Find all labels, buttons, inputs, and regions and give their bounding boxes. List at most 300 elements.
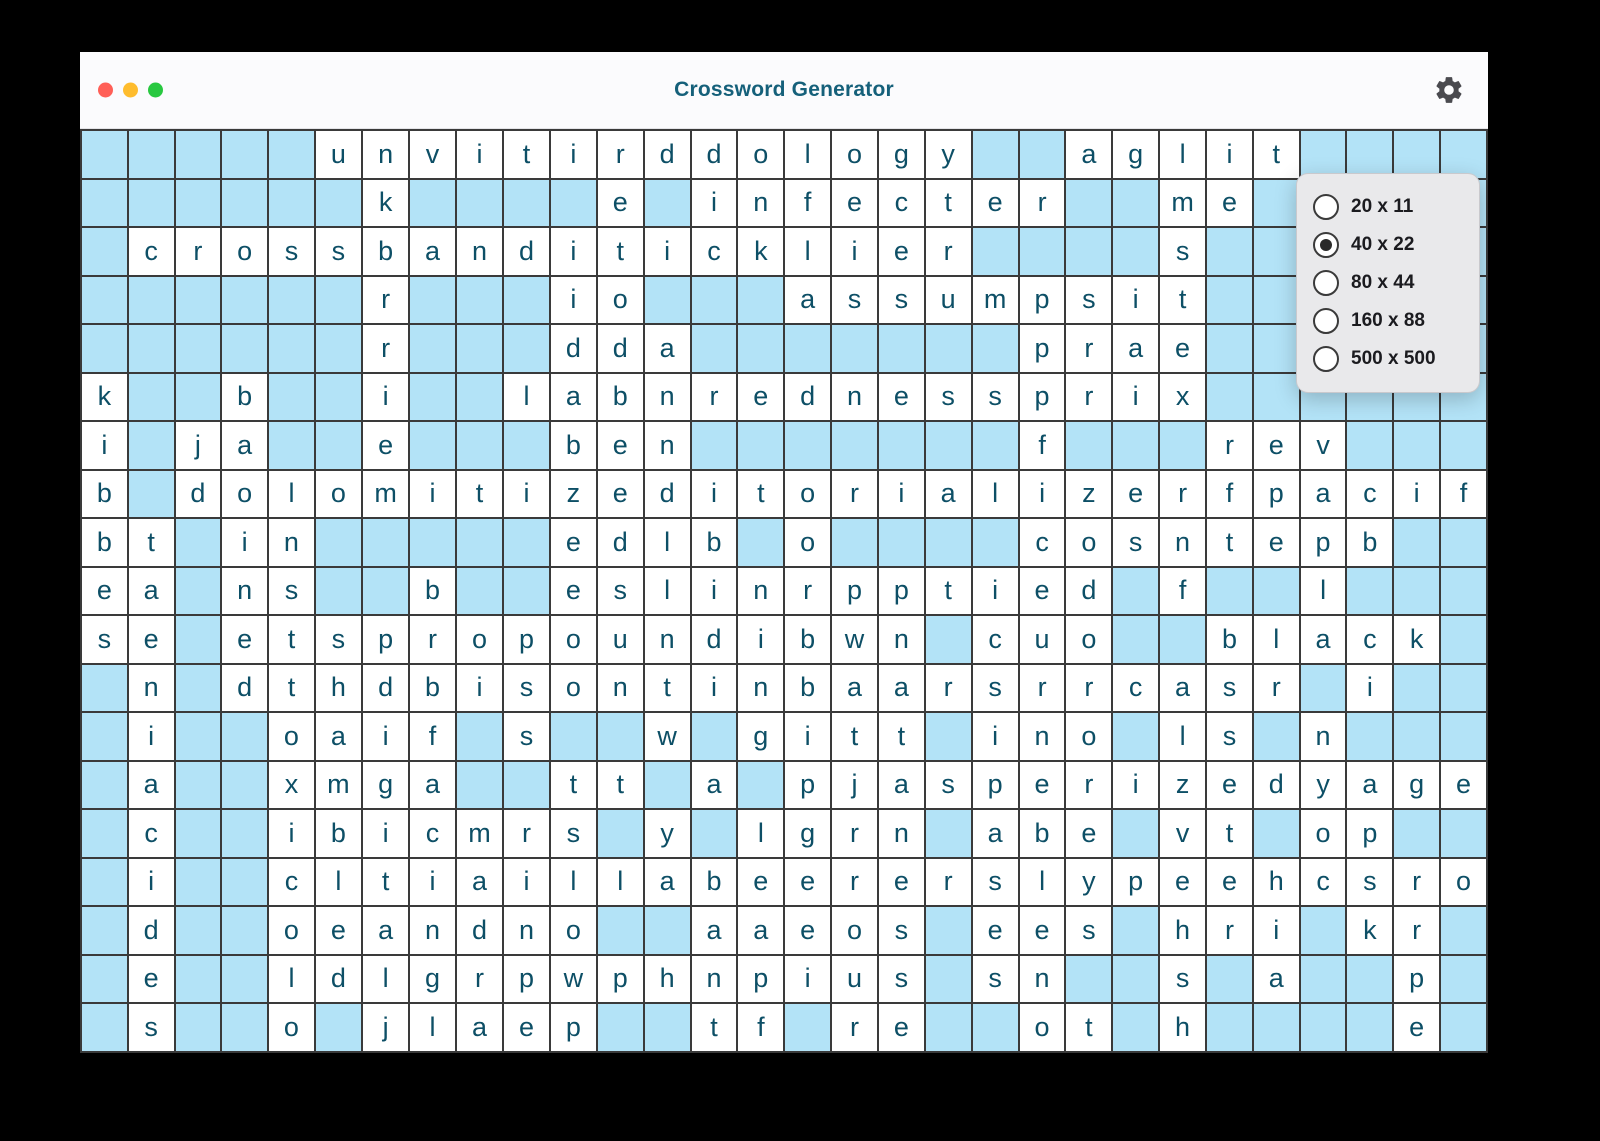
crossword-cell-letter[interactable]: d	[315, 955, 362, 1004]
crossword-cell-letter[interactable]: i	[362, 373, 409, 422]
crossword-cell-letter[interactable]: r	[362, 324, 409, 373]
crossword-cell-letter[interactable]: t	[503, 130, 550, 179]
crossword-cell-empty[interactable]	[409, 373, 456, 422]
crossword-cell-empty[interactable]	[315, 1003, 362, 1052]
crossword-cell-empty[interactable]	[597, 1003, 644, 1052]
crossword-cell-letter[interactable]: m	[1159, 179, 1206, 228]
crossword-cell-empty[interactable]	[221, 1003, 268, 1052]
crossword-cell-empty[interactable]	[503, 179, 550, 228]
crossword-cell-letter[interactable]: j	[362, 1003, 409, 1052]
crossword-cell-empty[interactable]	[409, 276, 456, 325]
crossword-cell-letter[interactable]: c	[691, 227, 738, 276]
crossword-cell-letter[interactable]: r	[1206, 421, 1253, 470]
crossword-cell-empty[interactable]	[221, 761, 268, 810]
crossword-cell-empty[interactable]	[221, 130, 268, 179]
crossword-cell-empty[interactable]	[81, 664, 128, 713]
crossword-cell-letter[interactable]: a	[644, 858, 691, 907]
crossword-cell-letter[interactable]: i	[784, 955, 831, 1004]
crossword-cell-letter[interactable]: u	[315, 130, 362, 179]
crossword-cell-letter[interactable]: o	[737, 130, 784, 179]
crossword-cell-empty[interactable]	[315, 518, 362, 567]
crossword-cell-empty[interactable]	[81, 906, 128, 955]
crossword-cell-letter[interactable]: w	[644, 712, 691, 761]
crossword-cell-letter[interactable]: e	[878, 227, 925, 276]
crossword-cell-letter[interactable]: p	[1019, 276, 1066, 325]
crossword-cell-letter[interactable]: n	[1019, 712, 1066, 761]
crossword-cell-letter[interactable]: n	[221, 567, 268, 616]
crossword-cell-empty[interactable]	[1440, 712, 1487, 761]
crossword-cell-empty[interactable]	[1346, 955, 1393, 1004]
crossword-cell-empty[interactable]	[1300, 664, 1347, 713]
crossword-cell-letter[interactable]: d	[128, 906, 175, 955]
crossword-cell-letter[interactable]: o	[221, 470, 268, 519]
crossword-cell-empty[interactable]	[831, 421, 878, 470]
crossword-cell-letter[interactable]: c	[128, 809, 175, 858]
crossword-cell-letter[interactable]: i	[550, 276, 597, 325]
crossword-cell-empty[interactable]	[1440, 809, 1487, 858]
crossword-cell-letter[interactable]: n	[456, 227, 503, 276]
crossword-cell-letter[interactable]: r	[1206, 906, 1253, 955]
crossword-cell-empty[interactable]	[1440, 906, 1487, 955]
crossword-cell-letter[interactable]: d	[644, 470, 691, 519]
crossword-cell-letter[interactable]: b	[315, 809, 362, 858]
crossword-cell-empty[interactable]	[128, 470, 175, 519]
crossword-cell-letter[interactable]: n	[644, 615, 691, 664]
crossword-cell-letter[interactable]: n	[644, 373, 691, 422]
crossword-cell-letter[interactable]: p	[737, 955, 784, 1004]
crossword-cell-letter[interactable]: o	[268, 1003, 315, 1052]
crossword-cell-letter[interactable]: o	[597, 276, 644, 325]
crossword-cell-empty[interactable]	[644, 761, 691, 810]
crossword-cell-empty[interactable]	[81, 712, 128, 761]
crossword-cell-letter[interactable]: d	[1065, 567, 1112, 616]
radio-icon[interactable]	[1313, 270, 1339, 296]
crossword-cell-letter[interactable]: s	[1206, 712, 1253, 761]
crossword-cell-empty[interactable]	[644, 276, 691, 325]
crossword-cell-empty[interactable]	[784, 421, 831, 470]
crossword-cell-letter[interactable]: e	[1159, 858, 1206, 907]
crossword-cell-letter[interactable]: b	[691, 858, 738, 907]
crossword-cell-letter[interactable]: d	[691, 130, 738, 179]
crossword-cell-letter[interactable]: e	[221, 615, 268, 664]
crossword-cell-empty[interactable]	[221, 276, 268, 325]
crossword-cell-letter[interactable]: i	[1112, 276, 1159, 325]
crossword-cell-empty[interactable]	[409, 421, 456, 470]
crossword-cell-letter[interactable]: s	[878, 906, 925, 955]
crossword-cell-letter[interactable]: b	[409, 664, 456, 713]
crossword-cell-empty[interactable]	[1300, 1003, 1347, 1052]
radio-icon-selected[interactable]	[1313, 232, 1339, 258]
crossword-cell-letter[interactable]: l	[784, 130, 831, 179]
crossword-cell-empty[interactable]	[1393, 518, 1440, 567]
crossword-cell-letter[interactable]: a	[456, 1003, 503, 1052]
crossword-cell-empty[interactable]	[456, 421, 503, 470]
crossword-cell-letter[interactable]: o	[1065, 518, 1112, 567]
crossword-cell-letter[interactable]: i	[1346, 664, 1393, 713]
crossword-cell-empty[interactable]	[81, 809, 128, 858]
crossword-cell-letter[interactable]: i	[81, 421, 128, 470]
crossword-cell-letter[interactable]: i	[362, 712, 409, 761]
crossword-cell-letter[interactable]: e	[362, 421, 409, 470]
crossword-cell-letter[interactable]: a	[925, 470, 972, 519]
crossword-cell-empty[interactable]	[268, 130, 315, 179]
crossword-cell-letter[interactable]: e	[315, 906, 362, 955]
crossword-cell-letter[interactable]: t	[128, 518, 175, 567]
crossword-cell-empty[interactable]	[1065, 179, 1112, 228]
crossword-cell-empty[interactable]	[175, 518, 222, 567]
crossword-cell-empty[interactable]	[268, 276, 315, 325]
crossword-cell-letter[interactable]: r	[1253, 664, 1300, 713]
crossword-cell-letter[interactable]: l	[644, 567, 691, 616]
crossword-cell-letter[interactable]: d	[175, 470, 222, 519]
crossword-cell-empty[interactable]	[409, 179, 456, 228]
crossword-cell-letter[interactable]: e	[1065, 809, 1112, 858]
crossword-cell-letter[interactable]: b	[1206, 615, 1253, 664]
crossword-cell-letter[interactable]: t	[1159, 276, 1206, 325]
crossword-cell-letter[interactable]: p	[1393, 955, 1440, 1004]
crossword-cell-empty[interactable]	[81, 761, 128, 810]
crossword-cell-letter[interactable]: e	[1253, 518, 1300, 567]
crossword-cell-letter[interactable]: a	[550, 373, 597, 422]
crossword-cell-letter[interactable]: e	[1206, 858, 1253, 907]
crossword-cell-letter[interactable]: r	[1065, 324, 1112, 373]
crossword-cell-empty[interactable]	[1019, 130, 1066, 179]
crossword-cell-empty[interactable]	[221, 712, 268, 761]
crossword-cell-letter[interactable]: i	[878, 470, 925, 519]
crossword-cell-letter[interactable]: m	[362, 470, 409, 519]
crossword-cell-letter[interactable]: g	[878, 130, 925, 179]
crossword-cell-empty[interactable]	[878, 421, 925, 470]
crossword-cell-empty[interactable]	[1253, 567, 1300, 616]
crossword-cell-letter[interactable]: p	[972, 761, 1019, 810]
crossword-cell-empty[interactable]	[1253, 809, 1300, 858]
crossword-cell-letter[interactable]: e	[1112, 470, 1159, 519]
crossword-cell-empty[interactable]	[1253, 276, 1300, 325]
crossword-cell-letter[interactable]: r	[925, 858, 972, 907]
crossword-cell-letter[interactable]: k	[1346, 906, 1393, 955]
crossword-cell-letter[interactable]: s	[972, 955, 1019, 1004]
crossword-cell-empty[interactable]	[1440, 130, 1487, 179]
crossword-cell-empty[interactable]	[268, 373, 315, 422]
crossword-cell-empty[interactable]	[456, 712, 503, 761]
crossword-cell-empty[interactable]	[456, 179, 503, 228]
crossword-cell-empty[interactable]	[1065, 421, 1112, 470]
crossword-cell-empty[interactable]	[972, 518, 1019, 567]
crossword-cell-empty[interactable]	[175, 179, 222, 228]
crossword-cell-letter[interactable]: d	[597, 324, 644, 373]
crossword-cell-empty[interactable]	[784, 324, 831, 373]
crossword-cell-letter[interactable]: b	[409, 567, 456, 616]
crossword-cell-letter[interactable]: l	[972, 470, 1019, 519]
crossword-cell-letter[interactable]: e	[878, 1003, 925, 1052]
crossword-cell-empty[interactable]	[1440, 1003, 1487, 1052]
crossword-cell-empty[interactable]	[737, 276, 784, 325]
crossword-cell-empty[interactable]	[1159, 421, 1206, 470]
crossword-cell-letter[interactable]: n	[409, 906, 456, 955]
crossword-cell-empty[interactable]	[1393, 664, 1440, 713]
crossword-cell-letter[interactable]: e	[81, 567, 128, 616]
crossword-cell-letter[interactable]: p	[503, 955, 550, 1004]
crossword-cell-letter[interactable]: t	[831, 712, 878, 761]
crossword-cell-letter[interactable]: e	[550, 567, 597, 616]
crossword-cell-empty[interactable]	[1019, 227, 1066, 276]
crossword-cell-letter[interactable]: i	[268, 809, 315, 858]
crossword-cell-letter[interactable]: o	[268, 906, 315, 955]
crossword-cell-letter[interactable]: f	[409, 712, 456, 761]
crossword-cell-letter[interactable]: i	[784, 712, 831, 761]
crossword-cell-empty[interactable]	[503, 421, 550, 470]
crossword-cell-empty[interactable]	[268, 324, 315, 373]
crossword-cell-letter[interactable]: a	[1159, 664, 1206, 713]
crossword-cell-letter[interactable]: i	[691, 664, 738, 713]
crossword-cell-letter[interactable]: i	[362, 809, 409, 858]
crossword-cell-letter[interactable]: b	[597, 373, 644, 422]
crossword-cell-letter[interactable]: n	[737, 179, 784, 228]
crossword-cell-empty[interactable]	[175, 276, 222, 325]
crossword-cell-empty[interactable]	[456, 518, 503, 567]
crossword-cell-letter[interactable]: r	[784, 567, 831, 616]
crossword-cell-letter[interactable]: o	[784, 518, 831, 567]
crossword-cell-letter[interactable]: o	[550, 664, 597, 713]
crossword-grid[interactable]	[80, 129, 1488, 1053]
zoom-window-button[interactable]	[148, 83, 163, 98]
crossword-cell-letter[interactable]: l	[550, 858, 597, 907]
crossword-cell-letter[interactable]: i	[831, 227, 878, 276]
crossword-cell-empty[interactable]	[644, 906, 691, 955]
crossword-cell-empty[interactable]	[691, 421, 738, 470]
crossword-cell-letter[interactable]: l	[362, 955, 409, 1004]
crossword-cell-empty[interactable]	[175, 955, 222, 1004]
crossword-cell-letter[interactable]: t	[925, 179, 972, 228]
crossword-cell-empty[interactable]	[175, 809, 222, 858]
crossword-cell-letter[interactable]: n	[691, 955, 738, 1004]
crossword-cell-empty[interactable]	[597, 906, 644, 955]
crossword-cell-letter[interactable]: b	[784, 615, 831, 664]
crossword-cell-letter[interactable]: i	[550, 130, 597, 179]
crossword-cell-empty[interactable]	[737, 518, 784, 567]
crossword-cell-letter[interactable]: t	[456, 470, 503, 519]
crossword-cell-empty[interactable]	[644, 1003, 691, 1052]
crossword-cell-letter[interactable]: y	[925, 130, 972, 179]
crossword-cell-letter[interactable]: t	[1206, 518, 1253, 567]
crossword-cell-empty[interactable]	[81, 276, 128, 325]
crossword-cell-empty[interactable]	[972, 324, 1019, 373]
crossword-cell-empty[interactable]	[81, 1003, 128, 1052]
crossword-cell-letter[interactable]: a	[691, 906, 738, 955]
crossword-cell-empty[interactable]	[128, 373, 175, 422]
crossword-cell-letter[interactable]: v	[1159, 809, 1206, 858]
crossword-cell-letter[interactable]: a	[878, 761, 925, 810]
crossword-cell-letter[interactable]: n	[1159, 518, 1206, 567]
crossword-cell-empty[interactable]	[175, 373, 222, 422]
crossword-cell-empty[interactable]	[1206, 567, 1253, 616]
crossword-cell-letter[interactable]: r	[1393, 906, 1440, 955]
crossword-cell-letter[interactable]: p	[1253, 470, 1300, 519]
crossword-cell-empty[interactable]	[1206, 373, 1253, 422]
crossword-cell-letter[interactable]: n	[503, 906, 550, 955]
crossword-cell-letter[interactable]: n	[878, 809, 925, 858]
crossword-cell-letter[interactable]: r	[409, 615, 456, 664]
crossword-cell-letter[interactable]: d	[1253, 761, 1300, 810]
radio-icon[interactable]	[1313, 194, 1339, 220]
crossword-cell-letter[interactable]: e	[1019, 761, 1066, 810]
crossword-cell-letter[interactable]: l	[644, 518, 691, 567]
crossword-cell-letter[interactable]: r	[1159, 470, 1206, 519]
crossword-cell-letter[interactable]: t	[1065, 1003, 1112, 1052]
crossword-cell-letter[interactable]: t	[268, 615, 315, 664]
crossword-cell-empty[interactable]	[1440, 518, 1487, 567]
crossword-cell-letter[interactable]: i	[1206, 130, 1253, 179]
crossword-cell-letter[interactable]: s	[315, 227, 362, 276]
minimize-window-button[interactable]	[123, 83, 138, 98]
crossword-cell-empty[interactable]	[1300, 906, 1347, 955]
crossword-cell-letter[interactable]: p	[362, 615, 409, 664]
size-option-3[interactable]	[1297, 302, 1479, 340]
crossword-cell-letter[interactable]: r	[362, 276, 409, 325]
crossword-cell-letter[interactable]: s	[550, 809, 597, 858]
crossword-cell-letter[interactable]: y	[1065, 858, 1112, 907]
crossword-cell-letter[interactable]: s	[878, 955, 925, 1004]
crossword-cell-empty[interactable]	[597, 809, 644, 858]
crossword-cell-letter[interactable]: d	[456, 906, 503, 955]
crossword-cell-letter[interactable]: a	[1253, 955, 1300, 1004]
crossword-cell-letter[interactable]: n	[128, 664, 175, 713]
crossword-cell-empty[interactable]	[315, 567, 362, 616]
crossword-cell-empty[interactable]	[315, 276, 362, 325]
crossword-cell-letter[interactable]: s	[831, 276, 878, 325]
crossword-cell-letter[interactable]: i	[128, 712, 175, 761]
crossword-cell-letter[interactable]: c	[409, 809, 456, 858]
crossword-cell-empty[interactable]	[1346, 421, 1393, 470]
crossword-cell-letter[interactable]: t	[1253, 130, 1300, 179]
crossword-cell-letter[interactable]: l	[503, 373, 550, 422]
crossword-cell-letter[interactable]: n	[878, 615, 925, 664]
crossword-cell-empty[interactable]	[925, 615, 972, 664]
crossword-cell-letter[interactable]: c	[1300, 858, 1347, 907]
crossword-cell-letter[interactable]: d	[221, 664, 268, 713]
crossword-cell-letter[interactable]: i	[644, 227, 691, 276]
crossword-cell-letter[interactable]: o	[550, 906, 597, 955]
crossword-cell-empty[interactable]	[175, 567, 222, 616]
crossword-cell-letter[interactable]: o	[784, 470, 831, 519]
crossword-cell-letter[interactable]: i	[972, 567, 1019, 616]
crossword-cell-letter[interactable]: e	[878, 373, 925, 422]
crossword-cell-empty[interactable]	[175, 324, 222, 373]
crossword-cell-letter[interactable]: z	[550, 470, 597, 519]
crossword-cell-letter[interactable]: p	[597, 955, 644, 1004]
crossword-cell-letter[interactable]: h	[315, 664, 362, 713]
crossword-cell-letter[interactable]: s	[972, 858, 1019, 907]
crossword-cell-letter[interactable]: s	[1206, 664, 1253, 713]
crossword-cell-empty[interactable]	[175, 664, 222, 713]
crossword-cell-empty[interactable]	[691, 276, 738, 325]
crossword-cell-empty[interactable]	[644, 179, 691, 228]
crossword-cell-letter[interactable]: t	[597, 227, 644, 276]
gear-icon[interactable]	[1432, 73, 1466, 107]
crossword-cell-letter[interactable]: s	[268, 227, 315, 276]
crossword-cell-empty[interactable]	[1112, 421, 1159, 470]
crossword-cell-empty[interactable]	[1206, 955, 1253, 1004]
crossword-cell-letter[interactable]: s	[1065, 276, 1112, 325]
crossword-cell-letter[interactable]: a	[878, 664, 925, 713]
crossword-cell-letter[interactable]: g	[784, 809, 831, 858]
crossword-cell-letter[interactable]: m	[972, 276, 1019, 325]
crossword-cell-letter[interactable]: a	[831, 664, 878, 713]
crossword-cell-letter[interactable]: u	[925, 276, 972, 325]
crossword-cell-empty[interactable]	[221, 324, 268, 373]
crossword-cell-letter[interactable]: p	[784, 761, 831, 810]
crossword-cell-letter[interactable]: u	[831, 955, 878, 1004]
crossword-cell-letter[interactable]: k	[362, 179, 409, 228]
crossword-cell-letter[interactable]: l	[1253, 615, 1300, 664]
crossword-cell-letter[interactable]: e	[1206, 179, 1253, 228]
crossword-cell-empty[interactable]	[1253, 179, 1300, 228]
crossword-cell-empty[interactable]	[315, 179, 362, 228]
crossword-cell-empty[interactable]	[409, 324, 456, 373]
crossword-cell-letter[interactable]: i	[409, 858, 456, 907]
crossword-cell-letter[interactable]: c	[1346, 470, 1393, 519]
crossword-cell-letter[interactable]: a	[1112, 324, 1159, 373]
crossword-cell-letter[interactable]: b	[362, 227, 409, 276]
crossword-cell-empty[interactable]	[81, 324, 128, 373]
crossword-cell-empty[interactable]	[81, 858, 128, 907]
crossword-cell-letter[interactable]: r	[691, 373, 738, 422]
crossword-cell-letter[interactable]: s	[972, 373, 1019, 422]
size-option-1[interactable]	[1297, 226, 1479, 264]
crossword-cell-letter[interactable]: e	[831, 179, 878, 228]
crossword-cell-empty[interactable]	[1393, 712, 1440, 761]
size-option-2[interactable]	[1297, 264, 1479, 302]
crossword-cell-letter[interactable]: t	[268, 664, 315, 713]
crossword-cell-empty[interactable]	[925, 712, 972, 761]
crossword-cell-empty[interactable]	[1112, 615, 1159, 664]
crossword-cell-empty[interactable]	[972, 130, 1019, 179]
crossword-cell-letter[interactable]: r	[1065, 373, 1112, 422]
crossword-cell-empty[interactable]	[268, 179, 315, 228]
crossword-cell-empty[interactable]	[221, 179, 268, 228]
crossword-cell-letter[interactable]: t	[550, 761, 597, 810]
crossword-cell-letter[interactable]: i	[1019, 470, 1066, 519]
crossword-cell-letter[interactable]: y	[644, 809, 691, 858]
crossword-cell-letter[interactable]: c	[878, 179, 925, 228]
crossword-cell-letter[interactable]: h	[1253, 858, 1300, 907]
crossword-cell-letter[interactable]: l	[268, 470, 315, 519]
crossword-cell-letter[interactable]: f	[737, 1003, 784, 1052]
crossword-cell-empty[interactable]	[1440, 615, 1487, 664]
crossword-cell-letter[interactable]: s	[503, 664, 550, 713]
crossword-cell-letter[interactable]: i	[737, 615, 784, 664]
crossword-cell-letter[interactable]: p	[550, 1003, 597, 1052]
crossword-cell-letter[interactable]: t	[362, 858, 409, 907]
crossword-cell-empty[interactable]	[1393, 130, 1440, 179]
crossword-cell-empty[interactable]	[128, 324, 175, 373]
crossword-cell-letter[interactable]: i	[503, 470, 550, 519]
crossword-cell-letter[interactable]: n	[597, 664, 644, 713]
crossword-cell-letter[interactable]: z	[1159, 761, 1206, 810]
crossword-cell-letter[interactable]: f	[1440, 470, 1487, 519]
crossword-cell-letter[interactable]: t	[644, 664, 691, 713]
crossword-cell-letter[interactable]: s	[925, 373, 972, 422]
crossword-cell-letter[interactable]: c	[1346, 615, 1393, 664]
crossword-cell-letter[interactable]: t	[597, 761, 644, 810]
crossword-cell-letter[interactable]: s	[128, 1003, 175, 1052]
crossword-cell-empty[interactable]	[456, 324, 503, 373]
crossword-cell-letter[interactable]: b	[81, 518, 128, 567]
crossword-cell-letter[interactable]: p	[1346, 809, 1393, 858]
crossword-cell-empty[interactable]	[221, 809, 268, 858]
crossword-cell-letter[interactable]: i	[1253, 906, 1300, 955]
crossword-cell-empty[interactable]	[128, 179, 175, 228]
